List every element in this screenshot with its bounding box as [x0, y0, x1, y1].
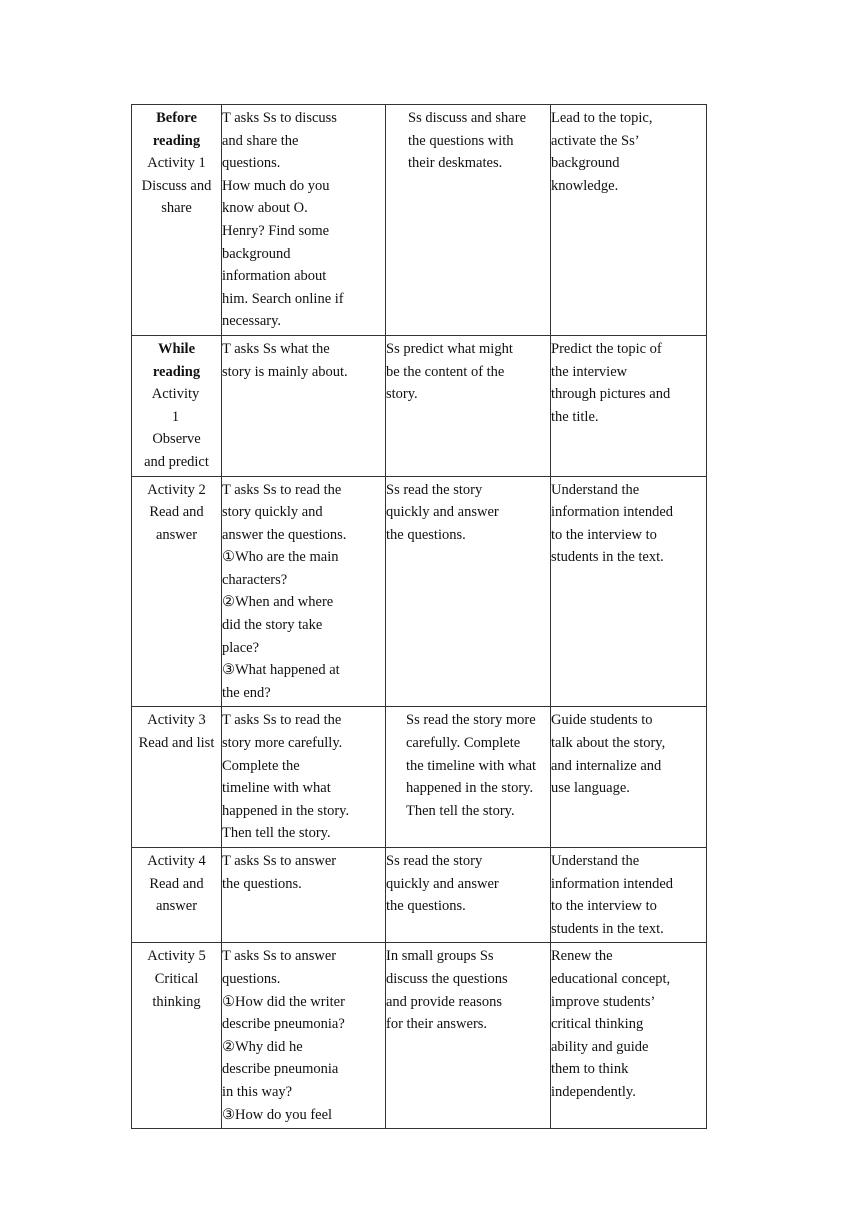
stage-heading: reading: [152, 363, 201, 380]
student-activity-cell: [386, 335, 551, 476]
stage-line: Activity 5: [147, 948, 206, 965]
table-row: [132, 943, 707, 1129]
student-activity-cell-line: carefully. Complete: [406, 735, 521, 752]
teacher-activity-cell: [222, 105, 386, 336]
student-activity-cell: [386, 707, 551, 848]
student-activity-cell-line: quickly and answer: [386, 875, 499, 892]
student-activity-cell: [386, 105, 551, 336]
student-activity-cell: [386, 943, 551, 1129]
purpose-cell-line: knowledge.: [551, 177, 619, 194]
purpose-cell-line: ability and guide: [551, 1038, 649, 1055]
teacher-activity-cell-line: describe pneumonia: [222, 1061, 339, 1078]
stage-line: Activity 1: [147, 155, 206, 172]
stage-heading: reading: [152, 132, 201, 149]
teacher-activity-cell-line: him. Search online if: [222, 290, 344, 307]
stage-heading: While: [157, 340, 196, 357]
purpose-cell: [551, 707, 707, 848]
table-row: [132, 335, 707, 476]
student-activity-cell-line: happened in the story.: [406, 780, 534, 797]
teacher-activity-cell-line: T asks Ss to read the: [222, 712, 342, 729]
teacher-activity-cell-line: and share the: [222, 132, 299, 149]
stage-line: Read and list: [138, 735, 215, 752]
table-row: [132, 848, 707, 943]
teacher-activity-cell-line: happened in the story.: [222, 802, 350, 819]
stage-line: and predict: [144, 453, 209, 470]
purpose-cell-line: activate the Ss’: [551, 132, 640, 149]
student-activity-cell-line: the timeline with what: [406, 757, 537, 774]
student-activity-cell-line: their deskmates.: [408, 155, 503, 172]
table-row: [132, 707, 707, 848]
teacher-activity-cell: [222, 943, 386, 1129]
student-activity-cell-line: for their answers.: [386, 1016, 488, 1033]
teacher-activity-cell-line: T asks Ss to read the: [222, 481, 342, 498]
teacher-activity-cell-line: necessary.: [222, 313, 282, 330]
table-row: [132, 105, 707, 336]
purpose-cell: [551, 943, 707, 1129]
purpose-cell: [551, 848, 707, 943]
stage-line: share: [161, 200, 192, 217]
teacher-activity-cell-line: in this way?: [222, 1083, 293, 1100]
purpose-cell-line: the title.: [551, 408, 599, 425]
stage-activity-part: 1: [171, 408, 180, 425]
teacher-activity-cell-line: ①How did the writer: [222, 993, 345, 1010]
stage-heading: Before: [156, 110, 197, 126]
purpose-cell-line: Predict the topic of: [551, 340, 662, 357]
purpose-cell-line: background: [551, 155, 620, 172]
student-activity-cell-line: be the content of the: [386, 363, 505, 380]
student-activity-cell-line: the questions with: [408, 132, 514, 149]
purpose-cell-line: Lead to the topic,: [551, 110, 653, 126]
teacher-activity-cell-line: Then tell the story.: [222, 825, 331, 842]
stage-line: Observe: [152, 431, 201, 448]
student-activity-cell-line: Ss read the story: [386, 481, 483, 498]
purpose-cell-line: to the interview to: [551, 526, 657, 543]
stage-activity-part: Activity: [151, 386, 200, 403]
teacher-activity-cell-line: place?: [222, 639, 260, 656]
purpose-cell: [551, 105, 707, 336]
teacher-activity-cell-line: characters?: [222, 571, 288, 588]
purpose-cell-line: improve students’: [551, 993, 656, 1010]
teacher-activity-cell-line: ③What happened at: [222, 662, 340, 679]
student-activity-cell-line: In small groups Ss: [386, 948, 494, 965]
teacher-activity-cell-line: questions.: [222, 155, 281, 172]
purpose-cell-line: the interview: [551, 363, 628, 380]
teacher-activity-cell-line: story quickly and: [222, 504, 323, 521]
teacher-activity-cell-line: T asks Ss to discuss: [222, 110, 337, 126]
teacher-activity-cell-line: ②When and where: [222, 594, 334, 611]
student-activity-cell-line: quickly and answer: [386, 504, 499, 521]
teacher-activity-cell-line: the end?: [222, 684, 271, 701]
teacher-activity-cell-line: Complete the: [222, 757, 300, 774]
student-activity-cell-line: Ss read the story: [386, 853, 483, 869]
student-activity-cell: [386, 476, 551, 707]
purpose-cell-line: and internalize and: [551, 757, 662, 774]
student-activity-cell-line: and provide reasons: [386, 993, 502, 1010]
student-activity-cell-line: Ss predict what might: [386, 340, 513, 357]
student-activity-cell: [386, 848, 551, 943]
purpose-cell: [551, 476, 707, 707]
teacher-activity-cell-line: background: [222, 245, 291, 262]
stage-cell: [132, 105, 222, 336]
stage-cell: [132, 848, 222, 943]
purpose-cell-line: educational concept,: [551, 970, 671, 987]
teacher-activity-cell-line: describe pneumonia?: [222, 1016, 345, 1033]
student-activity-cell-line: Then tell the story.: [406, 802, 515, 819]
teacher-activity-cell-line: ②Why did he: [222, 1038, 303, 1055]
purpose-cell-line: Understand the: [551, 481, 640, 498]
purpose-cell-line: students in the text.: [551, 549, 664, 566]
student-activity-cell-line: Ss read the story more: [406, 712, 536, 729]
teacher-activity-cell: [222, 848, 386, 943]
teacher-activity-cell-line: information about: [222, 268, 327, 285]
teacher-activity-cell-line: questions.: [222, 970, 281, 987]
teacher-activity-cell-line: answer the questions.: [222, 526, 347, 543]
teacher-activity-cell-line: the questions.: [222, 875, 302, 892]
purpose-cell-line: Understand the: [551, 853, 640, 869]
stage-line: thinking: [152, 993, 201, 1010]
teacher-activity-cell-line: How much do you: [222, 177, 330, 194]
teacher-activity-cell: [222, 335, 386, 476]
stage-cell: [132, 943, 222, 1129]
teacher-activity-cell-line: timeline with what: [222, 780, 331, 797]
lesson-plan-body: [132, 105, 707, 1129]
stage-cell: [132, 335, 222, 476]
student-activity-cell-line: story.: [386, 386, 418, 403]
stage-line: Activity 2: [147, 481, 206, 498]
student-activity-cell-line: the questions.: [386, 898, 466, 915]
stage-line: Read and: [149, 504, 204, 521]
purpose-cell-line: independently.: [551, 1083, 636, 1100]
student-activity-cell-line: the questions.: [386, 526, 466, 543]
purpose-cell-line: students in the text.: [551, 920, 664, 937]
stage-line: Discuss and: [141, 177, 212, 194]
purpose-cell-line: information intended: [551, 875, 674, 892]
purpose-cell-line: through pictures and: [551, 386, 671, 403]
teacher-activity-cell-line: T asks Ss to answer: [222, 853, 337, 869]
student-activity-cell-line: discuss the questions: [386, 970, 508, 987]
purpose-cell-line: Guide students to: [551, 712, 653, 729]
table-row: [132, 476, 707, 707]
stage-line: Activity 3: [147, 712, 206, 729]
teacher-activity-cell-line: know about O.: [222, 200, 308, 217]
teacher-activity-cell-line: story is mainly about.: [222, 363, 348, 380]
teacher-activity-cell-line: ③How do you feel: [222, 1106, 333, 1123]
lesson-plan-table: [131, 104, 707, 1129]
teacher-activity-cell-line: ①Who are the main: [222, 549, 339, 566]
purpose-cell-line: critical thinking: [551, 1016, 644, 1033]
stage-activity-label: [132, 383, 221, 428]
stage-cell: [132, 707, 222, 848]
student-activity-cell-line: Ss discuss and share: [408, 110, 527, 126]
purpose-cell-line: information intended: [551, 504, 674, 521]
purpose-cell: [551, 335, 707, 476]
purpose-cell-line: to the interview to: [551, 898, 657, 915]
purpose-cell-line: use language.: [551, 780, 630, 797]
stage-line: Read and: [149, 875, 204, 892]
purpose-cell-line: talk about the story,: [551, 735, 666, 752]
purpose-cell-line: them to think: [551, 1061, 629, 1078]
teacher-activity-cell-line: T asks Ss what the: [222, 340, 330, 357]
stage-line: answer: [155, 526, 198, 543]
teacher-activity-cell: [222, 476, 386, 707]
teacher-activity-cell-line: did the story take: [222, 617, 323, 634]
purpose-cell-line: Renew the: [551, 948, 613, 965]
teacher-activity-cell-line: Henry? Find some: [222, 222, 330, 239]
stage-line: answer: [155, 898, 198, 915]
teacher-activity-cell: [222, 707, 386, 848]
teacher-activity-cell-line: T asks Ss to answer: [222, 948, 337, 965]
stage-line: Activity 4: [147, 853, 206, 869]
teacher-activity-cell-line: story more carefully.: [222, 735, 343, 752]
stage-line: Critical: [154, 970, 199, 987]
stage-cell: [132, 476, 222, 707]
